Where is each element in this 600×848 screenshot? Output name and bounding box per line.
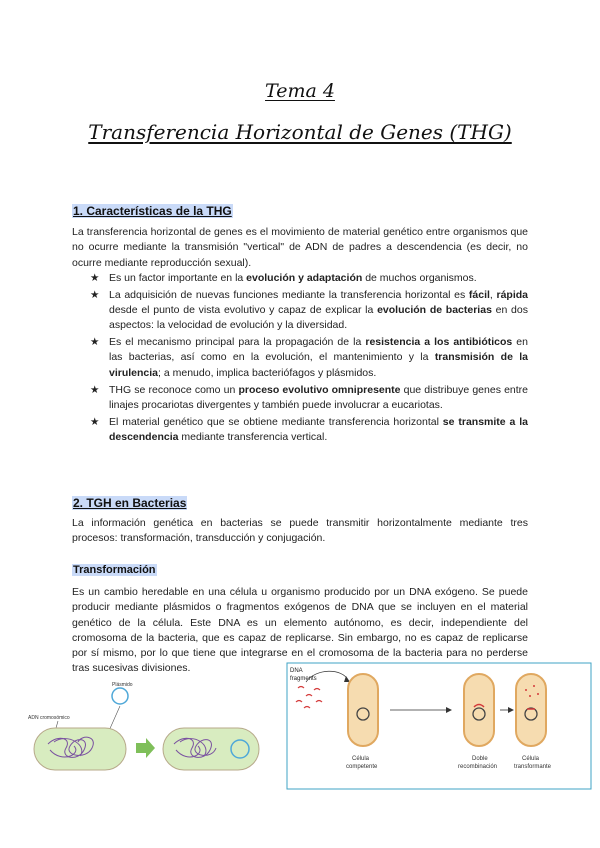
chromosomal-dna-label: ADN cromosómico	[28, 715, 70, 721]
dna-label-pointer	[56, 721, 58, 728]
bullet-item: ★ La adquisición de nuevas funciones mediante la transferencia horizontal es fácil, rápida desde el punto de vista evolutivo y capaz de explicar la evolución de bacterias en dos aspectos: la velocidad de evolución y la diversidad.	[90, 288, 528, 332]
competent-cell	[348, 674, 378, 746]
section-1-intro: La transferencia horizontal de genes es el movimiento de material genético entre organismos que no ocurre mediante la transmisión "vertical" de ADN de padres a descendencia (es decir, no ocurre mediante reproducción sexual).	[72, 226, 528, 269]
free-plasmid	[112, 688, 128, 704]
transformed-cell	[516, 674, 546, 746]
transformed-label-1: Célula	[522, 756, 540, 762]
competent-label-2: competente	[346, 764, 378, 770]
plasmid-label: Plásmido	[112, 682, 133, 688]
dna-fragment-transformation-figure	[286, 662, 592, 790]
section-2-intro: La información genética en bacterias se puede transmitir horizontalmente mediante tres procesos: transformación, transducción y conjugación.	[72, 517, 528, 545]
bullet-item: ★ El material genético que se obtiene mediante transferencia horizontal se transmite a la descendencia mediante transferencia vertical.	[90, 415, 528, 443]
dna-fragments-label-1: DNA	[290, 668, 303, 674]
star-icon: ★	[90, 415, 100, 428]
transformed-label-2: transformante	[514, 764, 552, 770]
star-icon: ★	[90, 288, 100, 301]
recombination-label-1: Doble	[472, 756, 488, 762]
section-2-heading: 2. TGH en Bacterias	[73, 496, 187, 510]
transformation-heading: Transformación	[73, 564, 156, 576]
transformation-text: Es un cambio heredable en una célula u organismo producido por un DNA exógeno. Se puede producir mediante plásmidos o fragmentos exógenos de DNA que se incluyen en el material genético de la célula. Este DNA es un elemento autónomo, es decir, independiente del cromosoma de la bacteria, que es capaz de replicarse. Sin embargo, no es capaz de replicarse por sí mismo, por lo que tiene que integrarse en el cromosoma de la bacteria para no perderse tras sucesivas divisiones.	[72, 586, 528, 675]
dna-fragments-label-2: fragments	[290, 676, 317, 682]
star-icon: ★	[90, 383, 100, 396]
document-subtitle: Transferencia Horizontal de Genes (THG)	[88, 120, 512, 144]
section-1-heading: 1. Características de la THG	[73, 204, 232, 218]
process-arrow	[136, 738, 155, 758]
section-1-bullet-list	[72, 271, 528, 447]
recombination-label-2: recombinación	[458, 764, 498, 770]
bacterium-before	[34, 728, 126, 770]
competent-label-1: Célula	[352, 756, 370, 762]
document-title: Tema 4	[265, 80, 335, 102]
bullet-item: ★ Es el mecanismo principal para la propagación de la resistencia a los antibióticos en las bacterias, así como en la evolución, el mantenimiento y la transmisión de la virulencia; a menudo, implica bacteriófagos y plásmidos.	[90, 336, 528, 379]
plasmid-transformation-figure	[28, 676, 278, 776]
bullet-item: ★ Es un factor importante en la evolución y adaptación de muchos organismos.	[72, 271, 528, 286]
star-icon: ★	[90, 336, 100, 349]
bullet-item: ★ THG se reconoce como un proceso evolutivo omnipresente que distribuye genes entre linajes procariotas divergentes y también puede involucrar a eucariotas.	[90, 383, 529, 411]
recombining-cell	[464, 674, 494, 746]
star-icon: ★	[90, 272, 100, 284]
